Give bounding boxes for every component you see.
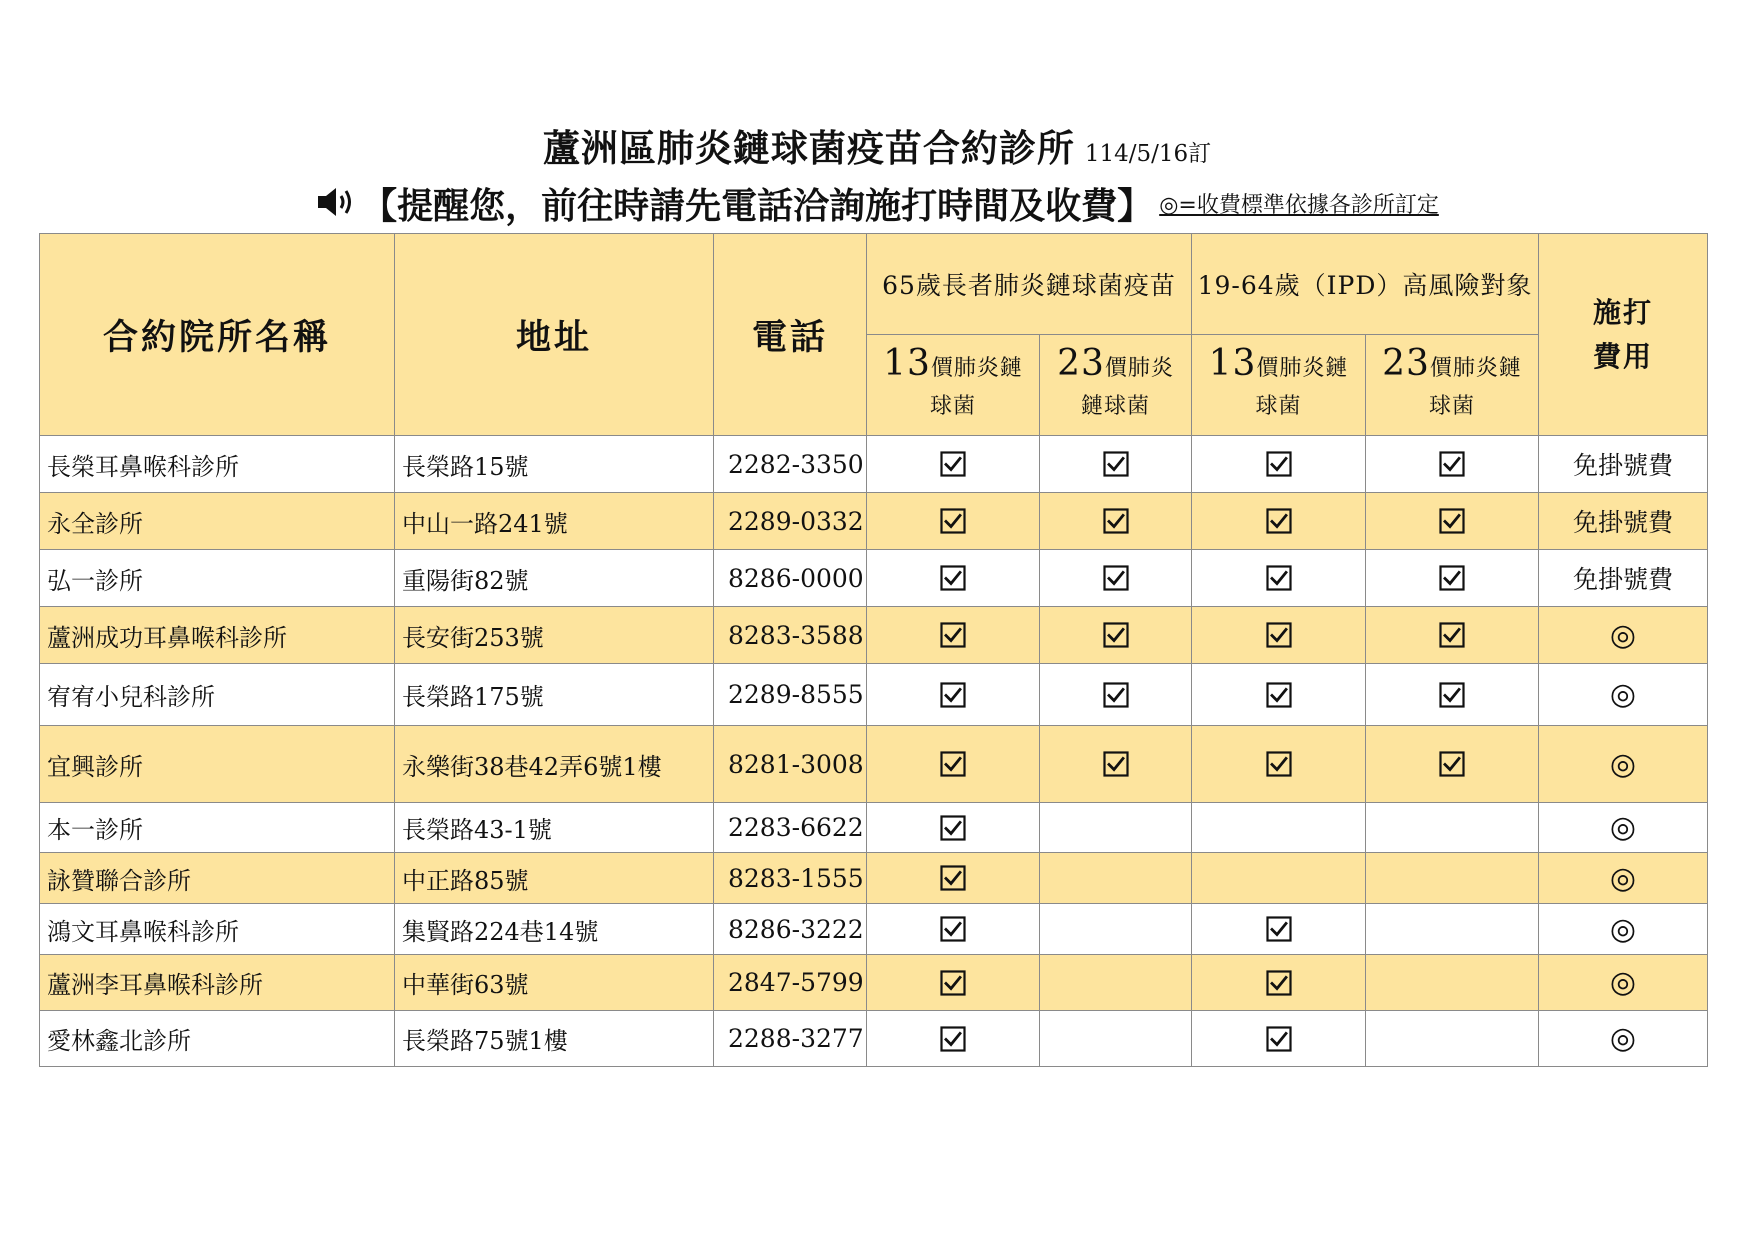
clinic-name: 長榮耳鼻喉科診所 (40, 436, 395, 493)
header-vaccine-13-senior (867, 335, 1040, 436)
vaccine-23-risk-cell (1366, 493, 1539, 550)
reminder-line (0, 178, 1754, 229)
clinic-name: 愛林鑫北診所 (40, 1011, 395, 1067)
clinic-name: 鴻文耳鼻喉科診所 (40, 904, 395, 955)
vaccine-13-senior-label-b: 球菌 (929, 393, 976, 419)
clinic-address: 長榮路175號 (395, 664, 714, 726)
table-row (40, 726, 1708, 803)
vaccine-23-risk-number: 23 (1382, 342, 1430, 384)
checkbox-checked-icon (1439, 751, 1465, 777)
table-row (40, 664, 1708, 726)
checkbox-checked-icon (1266, 508, 1292, 534)
vaccine-23-risk-cell (1366, 853, 1539, 904)
vaccine-13-risk-cell (1192, 550, 1366, 607)
checkbox-checked-icon (1439, 508, 1465, 534)
fee-cell (1539, 726, 1708, 803)
checkbox-checked-icon (1103, 682, 1129, 708)
fee-cell: 免掛號費 (1539, 550, 1708, 607)
clinic-address: 重陽街82號 (395, 550, 714, 607)
table-row (40, 803, 1708, 853)
vaccine-23-senior-cell (1040, 493, 1192, 550)
checkbox-checked-icon (1103, 565, 1129, 591)
checkbox-checked-icon (940, 682, 966, 708)
checkbox-checked-icon (1439, 682, 1465, 708)
header-vaccine-13-risk (1192, 335, 1366, 436)
fee-cell: 免掛號費 (1539, 436, 1708, 493)
fee-cell (1539, 955, 1708, 1011)
header-row-1 (40, 234, 1708, 335)
checkbox-checked-icon (940, 451, 966, 477)
checkbox-checked-icon (1266, 451, 1292, 477)
vaccine-13-senior-cell (867, 607, 1040, 664)
checkbox-checked-icon (1439, 451, 1465, 477)
fee-cell (1539, 607, 1708, 664)
clinic-phone: 2847-5799 (714, 955, 867, 1011)
fee-double-circle: ◎ (1609, 860, 1637, 896)
vaccine-13-risk-cell (1192, 853, 1366, 904)
vaccine-13-risk-cell (1192, 493, 1366, 550)
checkbox-checked-icon (1103, 508, 1129, 534)
vaccine-13-risk-label-a: 價肺炎鏈 (1256, 355, 1349, 381)
clinic-address: 中正路85號 (395, 853, 714, 904)
fee-cell (1539, 803, 1708, 853)
header-fee-line1: 施打 (1592, 295, 1653, 329)
header-group-19-64: 19-64歲（IPD）高風險對象 (1192, 234, 1539, 335)
revision-date: 114/5/16訂 (1084, 141, 1212, 167)
vaccine-23-senior-cell (1040, 550, 1192, 607)
clinic-phone: 2289-8555 (714, 664, 867, 726)
table-row (40, 607, 1708, 664)
checkbox-checked-icon (940, 865, 966, 891)
vaccine-13-senior-cell (867, 904, 1040, 955)
vaccine-13-risk-cell (1192, 904, 1366, 955)
fee-double-circle: ◎ (1609, 810, 1637, 845)
vaccine-13-senior-cell (867, 664, 1040, 726)
clinic-name: 弘一診所 (40, 550, 395, 607)
vaccine-13-senior-label-a: 價肺炎鏈 (930, 355, 1023, 381)
clinic-name: 本一診所 (40, 803, 395, 853)
vaccine-23-risk-label-b: 球菌 (1428, 393, 1475, 419)
clinic-address: 長榮路75號1樓 (395, 1011, 714, 1067)
table-row (40, 955, 1708, 1011)
checkbox-checked-icon (940, 970, 966, 996)
clinic-address: 永樂街38巷42弄6號1樓 (395, 726, 714, 803)
document-title (0, 118, 1754, 172)
vaccine-13-senior-cell (867, 726, 1040, 803)
checkbox-checked-icon (940, 1026, 966, 1052)
checkbox-checked-icon (940, 565, 966, 591)
fee-double-circle: ◎ (1609, 617, 1637, 653)
clinic-phone: 2282-3350 (714, 436, 867, 493)
table-row (40, 436, 1708, 493)
clinic-name: 蘆洲成功耳鼻喉科診所 (40, 607, 395, 664)
clinic-name: 詠贊聯合診所 (40, 853, 395, 904)
clinic-phone: 8286-0000 (714, 550, 867, 607)
header-fee-line2: 費用 (1592, 339, 1653, 373)
vaccine-13-senior-cell (867, 1011, 1040, 1067)
clinic-address: 集賢路224巷14號 (395, 904, 714, 955)
checkbox-checked-icon (940, 508, 966, 534)
vaccine-23-senior-cell (1040, 904, 1192, 955)
table-row (40, 493, 1708, 550)
vaccine-13-risk-cell (1192, 726, 1366, 803)
vaccine-23-risk-cell (1366, 1011, 1539, 1067)
vaccine-23-risk-cell (1366, 550, 1539, 607)
fee-double-circle: ◎ (1609, 746, 1637, 782)
fee-cell: 免掛號費 (1539, 493, 1708, 550)
fee-cell (1539, 1011, 1708, 1067)
header-vaccine-23-senior (1040, 335, 1192, 436)
header-group-65: 65歲長者肺炎鏈球菌疫苗 (867, 234, 1192, 335)
clinic-address: 長安街253號 (395, 607, 714, 664)
vaccine-23-risk-cell (1366, 726, 1539, 803)
vaccine-23-senior-cell (1040, 955, 1192, 1011)
clinic-phone: 2288-3277 (714, 1011, 867, 1067)
clinic-name: 永全診所 (40, 493, 395, 550)
table-row (40, 550, 1708, 607)
fee-double-circle: ◎ (1609, 1021, 1637, 1056)
vaccine-13-risk-cell (1192, 664, 1366, 726)
header-phone: 電話 (714, 234, 867, 436)
vaccine-23-senior-cell (1040, 803, 1192, 853)
clinic-phone: 2289-0332 (714, 493, 867, 550)
vaccine-23-risk-cell (1366, 436, 1539, 493)
checkbox-checked-icon (940, 815, 966, 841)
vaccine-23-risk-cell (1366, 607, 1539, 664)
vaccine-23-senior-cell (1040, 1011, 1192, 1067)
checkbox-checked-icon (1266, 682, 1292, 708)
vaccine-13-risk-cell (1192, 436, 1366, 493)
vaccine-13-risk-cell (1192, 1011, 1366, 1067)
vaccine-13-risk-cell (1192, 607, 1366, 664)
vaccine-13-senior-cell (867, 803, 1040, 853)
fee-double-circle: ◎ (1609, 911, 1637, 947)
checkbox-checked-icon (1266, 1026, 1292, 1052)
fee-cell (1539, 904, 1708, 955)
vaccine-13-risk-label-b: 球菌 (1255, 393, 1302, 419)
table-row (40, 853, 1708, 904)
vaccine-13-senior-cell (867, 955, 1040, 1011)
header-vaccine-23-risk (1366, 335, 1539, 436)
clinic-address: 長榮路43-1號 (395, 803, 714, 853)
clinic-table (39, 233, 1708, 1067)
clinic-phone: 8281-3008 (714, 726, 867, 803)
checkbox-checked-icon (1103, 451, 1129, 477)
checkbox-checked-icon (1439, 622, 1465, 648)
table-row (40, 904, 1708, 955)
fee-double-circle: ◎ (1609, 965, 1637, 1000)
checkbox-checked-icon (940, 751, 966, 777)
vaccine-23-risk-label-a: 價肺炎鏈 (1429, 355, 1522, 381)
reminder-text: 【提醒您，前往時請先電話洽詢施打時間及收費】 (361, 185, 1154, 227)
checkbox-checked-icon (1266, 622, 1292, 648)
vaccine-23-senior-label-b: 鏈球菌 (1080, 393, 1150, 419)
header-fee (1539, 234, 1708, 436)
table-row (40, 1011, 1708, 1067)
title-text: 蘆洲區肺炎鏈球菌疫苗合約診所 (542, 126, 1075, 170)
header-address: 地址 (395, 234, 714, 436)
fee-cell (1539, 664, 1708, 726)
vaccine-13-senior-cell (867, 436, 1040, 493)
speaker-icon (315, 185, 355, 223)
vaccine-23-senior-cell (1040, 607, 1192, 664)
vaccine-23-senior-cell (1040, 726, 1192, 803)
vaccine-13-risk-cell (1192, 955, 1366, 1011)
clinic-phone: 2283-6622 (714, 803, 867, 853)
vaccine-23-senior-label-a: 價肺炎 (1104, 355, 1174, 381)
vaccine-23-senior-number: 23 (1057, 342, 1105, 384)
vaccine-23-risk-cell (1366, 803, 1539, 853)
vaccine-23-risk-cell (1366, 904, 1539, 955)
clinic-phone: 8286-3222 (714, 904, 867, 955)
checkbox-checked-icon (1103, 622, 1129, 648)
clinic-name: 宜興診所 (40, 726, 395, 803)
checkbox-checked-icon (1266, 565, 1292, 591)
vaccine-23-risk-cell (1366, 664, 1539, 726)
clinic-phone: 8283-3588 (714, 607, 867, 664)
vaccine-13-senior-cell (867, 550, 1040, 607)
vaccine-13-senior-number: 13 (883, 342, 931, 384)
vaccine-23-senior-cell (1040, 436, 1192, 493)
header-clinic-name: 合約院所名稱 (40, 234, 395, 436)
clinic-address: 中華街63號 (395, 955, 714, 1011)
checkbox-checked-icon (1439, 565, 1465, 591)
vaccine-23-risk-cell (1366, 955, 1539, 1011)
checkbox-checked-icon (940, 916, 966, 942)
fee-double-circle: ◎ (1609, 677, 1637, 712)
checkbox-checked-icon (1266, 751, 1292, 777)
checkbox-checked-icon (1266, 970, 1292, 996)
vaccine-13-senior-cell (867, 853, 1040, 904)
vaccine-13-senior-cell (867, 493, 1040, 550)
checkbox-checked-icon (1103, 751, 1129, 777)
vaccine-13-risk-cell (1192, 803, 1366, 853)
clinic-address: 長榮路15號 (395, 436, 714, 493)
fee-cell (1539, 853, 1708, 904)
fee-legend: ◎=收費標準依據各診所訂定 (1159, 193, 1439, 218)
checkbox-checked-icon (940, 622, 966, 648)
clinic-phone: 8283-1555 (714, 853, 867, 904)
vaccine-13-risk-number: 13 (1208, 342, 1257, 384)
clinic-address: 中山一路241號 (395, 493, 714, 550)
checkbox-checked-icon (1266, 916, 1292, 942)
vaccine-23-senior-cell (1040, 664, 1192, 726)
clinic-name: 宥宥小兒科診所 (40, 664, 395, 726)
clinic-name: 蘆洲李耳鼻喉科診所 (40, 955, 395, 1011)
vaccine-23-senior-cell (1040, 853, 1192, 904)
